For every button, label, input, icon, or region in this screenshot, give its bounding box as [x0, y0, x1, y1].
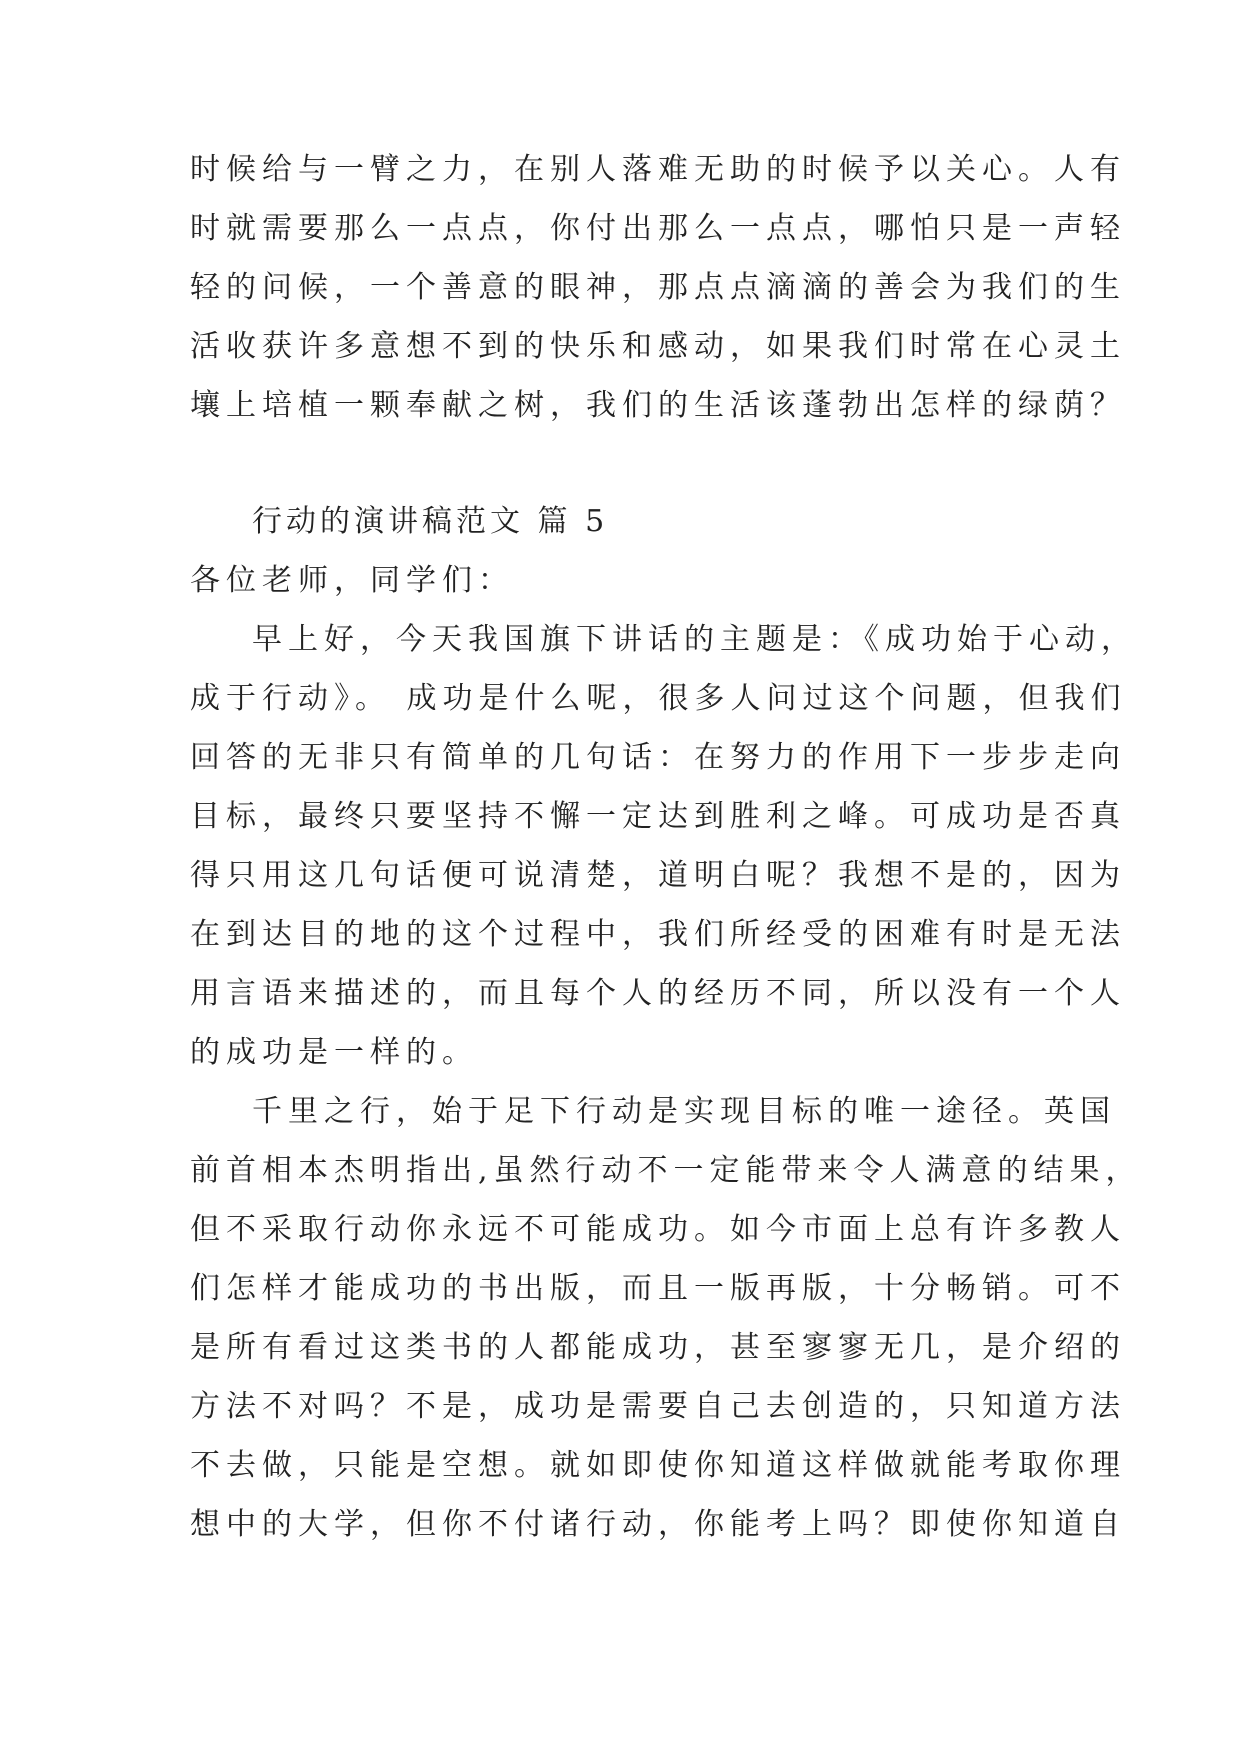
text-line: 方法不对吗？不是，成功是需要自己去创造的，只知道方法	[190, 1389, 1126, 1424]
text-line: 不去做，只能是空想。就如即使你知道这样做就能考取你理	[190, 1448, 1126, 1483]
text-line: 目标，最终只要坚持不懈一定达到胜利之峰。可成功是否真	[190, 799, 1126, 834]
text-line: 得只用这几句话便可说清楚，道明白呢？我想不是的，因为	[190, 858, 1126, 893]
text-line: 早上好，今天我国旗下讲话的主题是：《成功始于心动，	[252, 622, 1137, 657]
text-line: 想中的大学，但你不付诸行动，你能考上吗？即使你知道自	[190, 1507, 1126, 1542]
text-line: 用言语来描述的，而且每个人的经历不同，所以没有一个人	[190, 976, 1126, 1011]
text-line: 是所有看过这类书的人都能成功，甚至寥寥无几，是介绍的	[190, 1330, 1126, 1365]
text-line: 活收获许多意想不到的快乐和感动，如果我们时常在心灵土	[190, 329, 1126, 364]
text-line: 回答的无非只有简单的几句话：在努力的作用下一步步走向	[190, 740, 1126, 775]
text-line: 壤上培植一颗奉献之树，我们的生活该蓬勃出怎样的绿荫？	[190, 388, 1126, 423]
section-title: 行动的演讲稿范文 篇 5	[252, 504, 609, 539]
text-line: 成于行动》。 成功是什么呢，很多人问过这个问题，但我们	[190, 681, 1127, 716]
text-line: 的成功是一样的。	[190, 1035, 478, 1070]
text-line: 时就需要那么一点点，你付出那么一点点，哪怕只是一声轻	[190, 211, 1126, 246]
text-line: 轻的问候，一个善意的眼神，那点点滴滴的善会为我们的生	[190, 270, 1126, 305]
text-line: 在到达目的地的这个过程中，我们所经受的困难有时是无法	[190, 917, 1126, 952]
salutation: 各位老师，同学们：	[190, 563, 514, 598]
text-line: 千里之行，始于足下行动是实现目标的唯一途径。英国	[252, 1094, 1116, 1129]
text-line: 时候给与一臂之力，在别人落难无助的时候予以关心。人有	[190, 152, 1126, 187]
text-line: 但不采取行动你永远不可能成功。如今市面上总有许多教人	[190, 1212, 1126, 1247]
text-line: 前首相本杰明指出,虽然行动不一定能带来令人满意的结果，	[190, 1153, 1142, 1188]
text-line: 们怎样才能成功的书出版，而且一版再版，十分畅销。可不	[190, 1271, 1126, 1306]
